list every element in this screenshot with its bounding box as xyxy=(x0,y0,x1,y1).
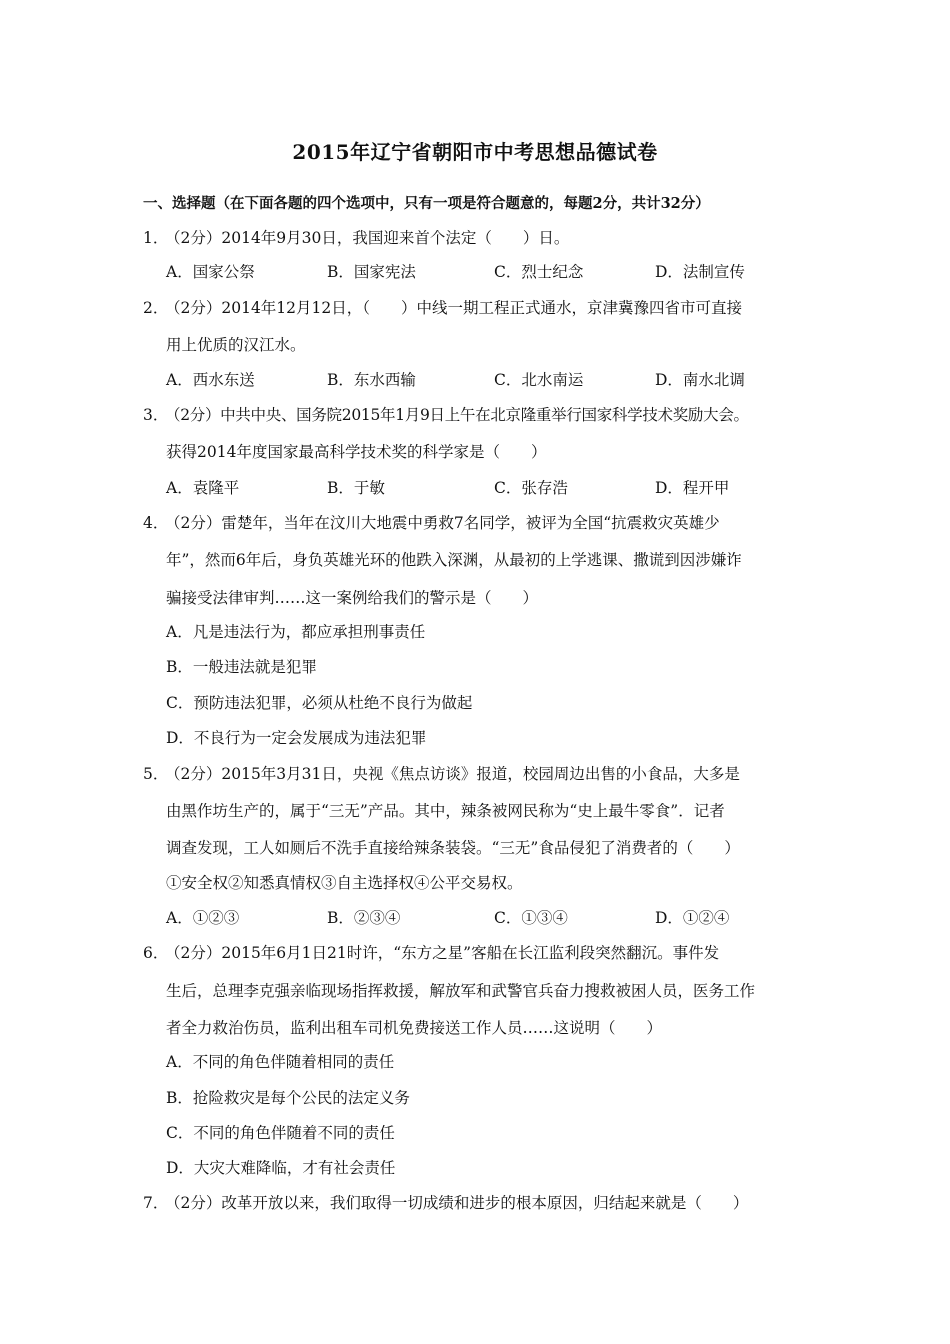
option-b: B．一般违法就是犯罪 xyxy=(166,658,317,676)
option-a: A．①②③ xyxy=(166,909,240,927)
option-b: B．②③④ xyxy=(327,909,401,927)
question-text: （2分）改革开放以来，我们取得一切成绩和进步的根本原因，归结起来就是（ ） xyxy=(165,1194,749,1212)
question-number: 4． xyxy=(143,514,169,532)
option-a: A．凡是违法行为，都应承担刑事责任 xyxy=(166,623,426,641)
option-d: D．南水北调 xyxy=(655,371,745,389)
exam-title: 2015年辽宁省朝阳市中考思想品德试卷 xyxy=(292,140,658,164)
option-b: B．于敏 xyxy=(327,479,385,497)
question-text-continued: 年”，然而6年后，身负英雄光环的他跌入深渊，从最初的上学逃课、撒谎到因涉嫌诈 xyxy=(166,551,742,569)
option-a: A．西水东送 xyxy=(166,371,255,389)
option-a: A．国家公祭 xyxy=(166,263,255,281)
option-b: B．东水西输 xyxy=(327,371,416,389)
question-text: （2分）2015年3月31日，央视《焦点访谈》报道，校园周边出售的小食品，大多是 xyxy=(165,765,740,783)
option-c: C．烈士纪念 xyxy=(494,263,584,281)
question-text-continued: 者全力救治伤员，监利出租车司机免费接送工作人员……这说明（ ） xyxy=(166,1019,663,1037)
option-d: D．①②④ xyxy=(655,909,730,927)
question-number: 2． xyxy=(143,299,169,317)
option-a: A．袁隆平 xyxy=(166,479,240,497)
question-text-continued: ①安全权②知悉真情权③自主选择权④公平交易权。 xyxy=(166,874,523,892)
question-1 xyxy=(143,228,569,248)
section-heading: 一、选择题（在下面各题的四个选项中，只有一项是符合题意的，每题2分，共计32分） xyxy=(143,195,710,212)
question-number: 3． xyxy=(143,406,169,424)
question-text-continued: 由黑作坊生产的，属于“三无”产品。其中，辣条被网民称为“史上最牛零食”．记者 xyxy=(166,802,725,820)
option-c: C．预防违法犯罪，必须从杜绝不良行为做起 xyxy=(166,694,473,712)
question-text: （2分）2015年6月1日21时许，“东方之星”客船在长江监利段突然翻沉。事件发 xyxy=(165,944,720,962)
question-text: （2分）中共中央、国务院2015年1月9日上午在北京隆重举行国家科学技术奖励大会。 xyxy=(165,406,749,424)
question-text: （2分）雷楚年，当年在汶川大地震中勇救7名同学，被评为全国“抗震救灾英雄少 xyxy=(165,514,720,532)
option-d: D．不良行为一定会发展成为违法犯罪 xyxy=(166,729,427,747)
question-4 xyxy=(143,513,720,533)
question-2 xyxy=(143,298,742,318)
question-number: 7． xyxy=(143,1194,169,1212)
option-c: C．张存浩 xyxy=(494,479,568,497)
question-number: 5． xyxy=(143,765,169,783)
question-number: 6． xyxy=(143,944,169,962)
option-b: B．国家宪法 xyxy=(327,263,416,281)
question-text-continued: 骗接受法律审判……这一案例给我们的警示是（ ） xyxy=(166,589,539,607)
option-c: C．不同的角色伴随着不同的责任 xyxy=(166,1124,395,1142)
question-text: （2分）2014年9月30日，我国迎来首个法定（ ）日。 xyxy=(165,229,570,247)
option-d: D．法制宣传 xyxy=(655,263,745,281)
question-6 xyxy=(143,943,719,963)
option-d: D．大灾大难降临，才有社会责任 xyxy=(166,1159,396,1177)
option-c: C．①③④ xyxy=(494,909,568,927)
question-number: 1． xyxy=(143,229,169,247)
question-3 xyxy=(143,405,749,425)
question-text-continued: 调查发现，工人如厕后不洗手直接给辣条装袋。“三无”食品侵犯了消费者的（ ） xyxy=(166,839,740,857)
question-text-continued: 用上优质的汉江水。 xyxy=(166,336,306,354)
question-text-continued: 获得2014年度国家最高科学技术奖的科学家是（ ） xyxy=(166,443,547,461)
question-text: （2分）2014年12月12日，（ ）中线一期工程正式通水，京津冀豫四省市可直接 xyxy=(165,299,743,317)
option-d: D．程开甲 xyxy=(655,479,730,497)
option-c: C．北水南运 xyxy=(494,371,584,389)
question-text-continued: 生后，总理李克强亲临现场指挥救援，解放军和武警官兵奋力搜救被困人员，医务工作 xyxy=(166,982,756,1000)
question-5 xyxy=(143,764,740,784)
question-7 xyxy=(143,1193,748,1213)
option-a: A．不同的角色伴随着相同的责任 xyxy=(166,1053,395,1071)
option-b: B．抢险救灾是每个公民的法定义务 xyxy=(166,1089,410,1107)
